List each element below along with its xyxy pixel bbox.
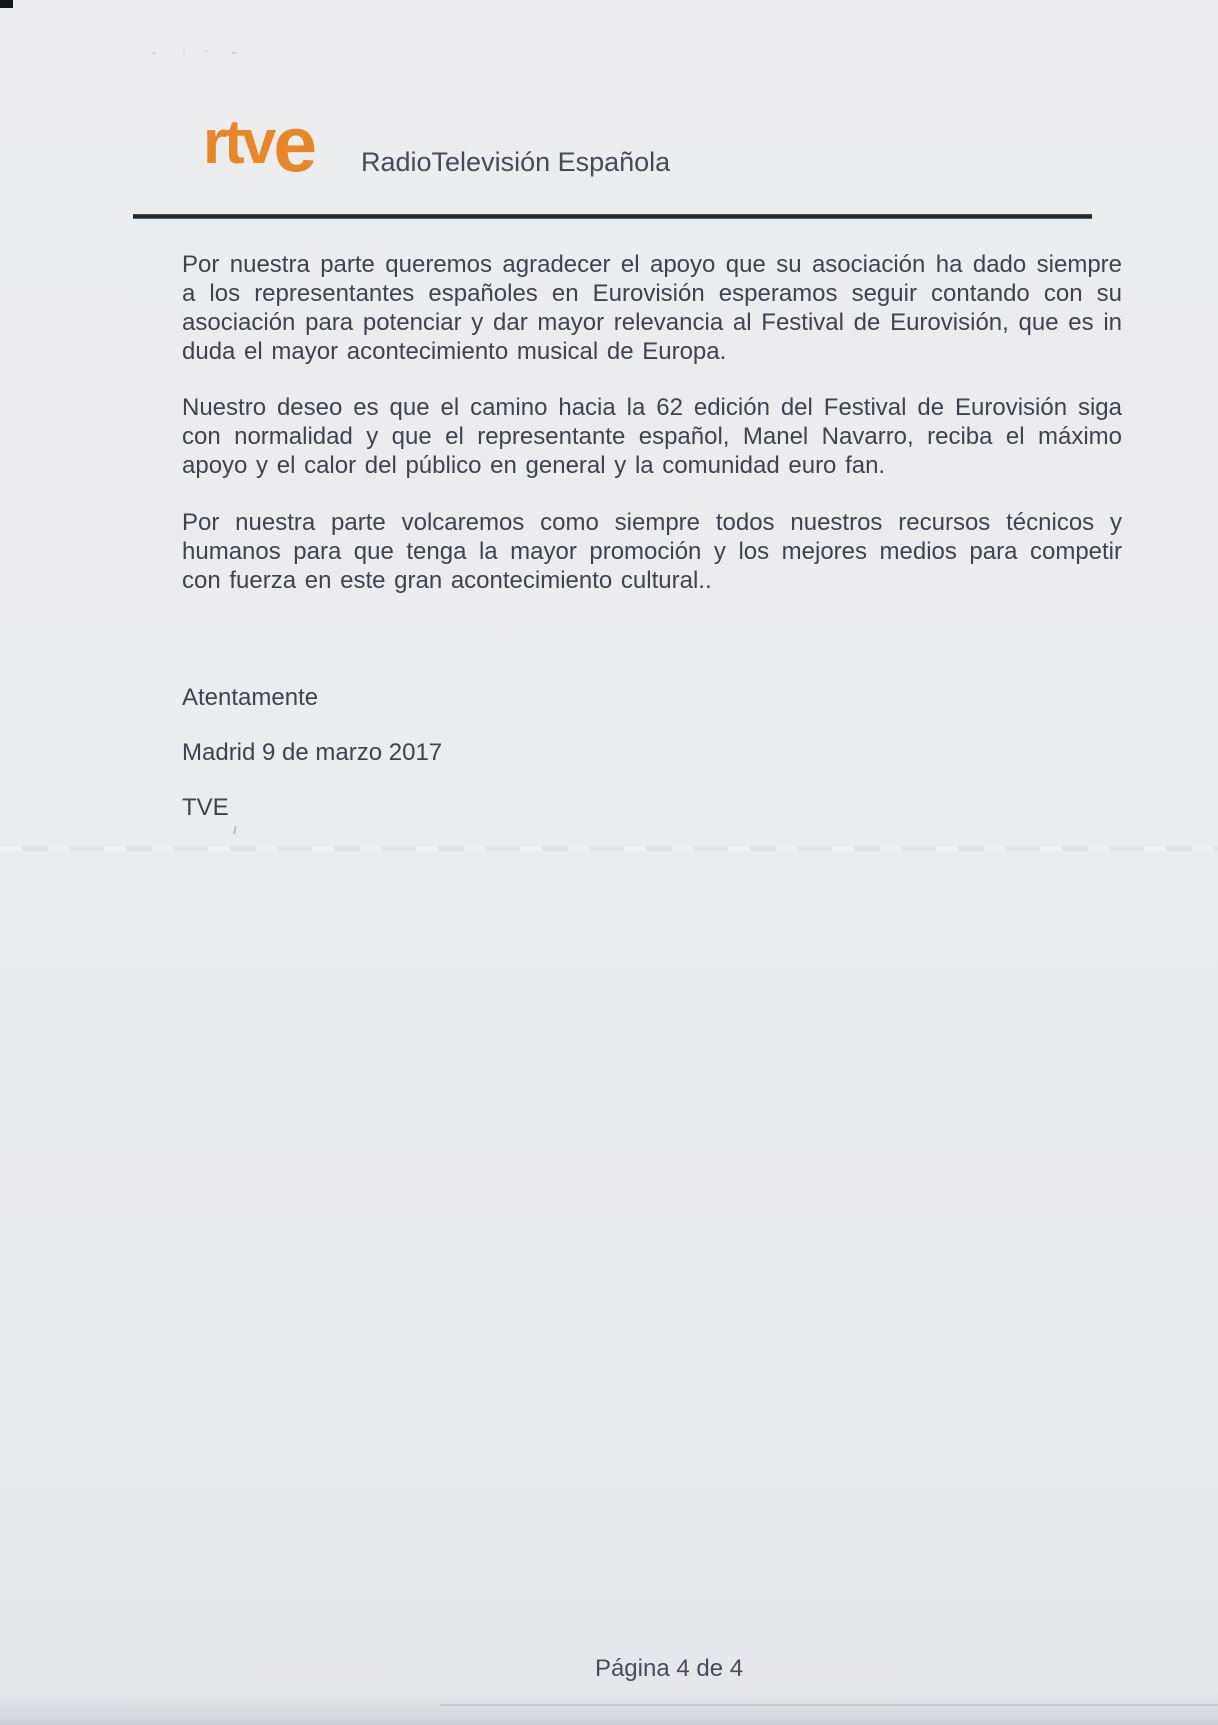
letter-paragraph-1: Por nuestra parte queremos agradecer el apoyo que su asociación ha dado siempre a los representantes españoles en Eurovisión esperamos seguir contando con su asociación para potenciar y dar mayor relevancia al Festival de Eurovisión, que es in duda el mayor acontecimiento musical de Europa. [182, 251, 1122, 365]
scan-corner-mark [0, 0, 13, 8]
paper-fold-crease [0, 846, 1218, 851]
brand-name: RadioTelevisión Española [361, 147, 671, 177]
rtve-logo [203, 96, 316, 188]
header-divider-rule [133, 214, 1092, 219]
scan-signature-tick-mark [233, 826, 237, 834]
date-line: Madrid 9 de marzo 2017 [182, 739, 443, 766]
signature-line: TVE [182, 794, 229, 821]
letter-paragraph-2: Nuestro deseo es que el camino hacia la 62 edición del Festival de Eurovisión siga con normalidad y que el representante español, Manel Navarro, reciba el máximo apoyo y el calor del público en general y la comunidad euro fan. [182, 394, 1122, 479]
scan-bottom-shadow [0, 1691, 1218, 1725]
page-footer [182, 1655, 1122, 1683]
letter-paragraph-3: Por nuestra parte volcaremos como siempre todos nuestros recursos técnicos y humanos para que tenga la mayor promoción y los mejores medios para competir con fuerza en este gran acontecimiento cultural.. [182, 509, 1122, 594]
page-number: Página 4 de 4 [594, 1655, 744, 1682]
rtve-logo-text: rtv [203, 108, 274, 177]
rtve-logo-accent-letter: e [273, 99, 316, 188]
scan-pencil-marks [142, 44, 262, 60]
closing-line: Atentamente [182, 684, 319, 711]
